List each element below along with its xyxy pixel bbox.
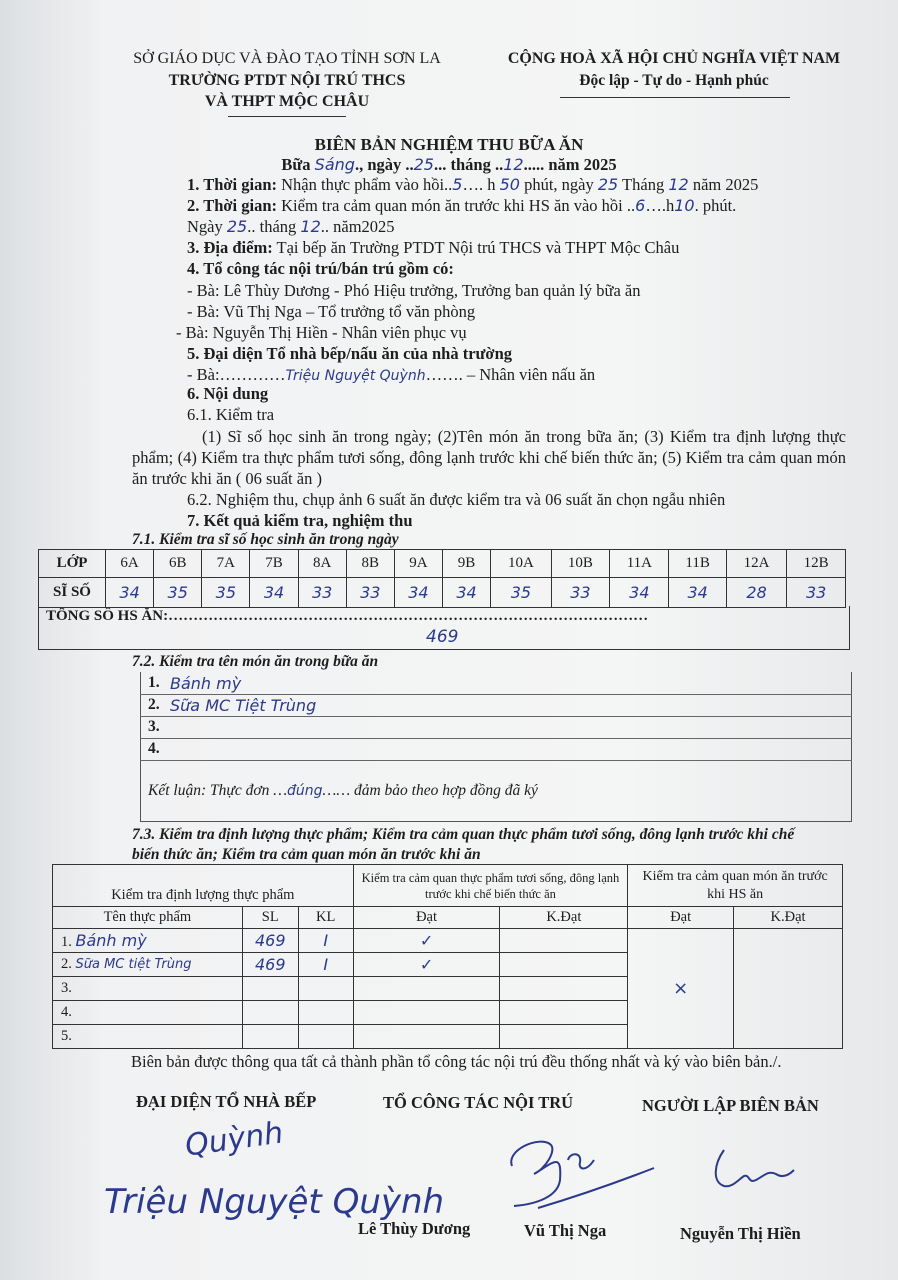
fresh-fail-cell bbox=[500, 1001, 628, 1025]
row-number: 3. bbox=[61, 980, 72, 996]
section-6-label: 6. Nội dung bbox=[187, 384, 269, 403]
class-cell: 9A bbox=[394, 550, 442, 578]
fresh-pass-cell: ✓ bbox=[353, 929, 500, 953]
kl-cell bbox=[298, 1001, 353, 1025]
section-7-3-title-1: 7.3. Kiểm tra định lượng thực phẩm; Kiểm tra cảm quan thực phẩm tươi sống, đông lạnh trước khi chế bbox=[132, 826, 795, 843]
text-part: .. tháng bbox=[247, 217, 301, 236]
sl-cell bbox=[242, 977, 298, 1001]
subtitle-part: ., ngày .. bbox=[354, 155, 414, 174]
fresh-fail-col: K.Đạt bbox=[500, 907, 628, 929]
section-2-label: 2. Thời gian: bbox=[187, 196, 277, 215]
school-underline bbox=[228, 116, 346, 117]
sl-cell bbox=[242, 1025, 298, 1049]
text-part: năm 2025 bbox=[688, 175, 759, 194]
committee-sign-title: TỔ CÔNG TÁC NỘI TRÚ bbox=[383, 1093, 574, 1112]
meal-day: 25 bbox=[413, 155, 434, 174]
fresh-pass-col: Đạt bbox=[353, 907, 500, 929]
dish-number: 3. bbox=[148, 718, 160, 735]
fresh-fail-cell bbox=[500, 929, 628, 953]
count-cell: 33 bbox=[346, 578, 394, 608]
section-7-2-title: 7.2. Kiểm tra tên món ăn trong bữa ăn bbox=[132, 653, 379, 670]
count-cell: 34 bbox=[250, 578, 298, 608]
class-cell: 9B bbox=[442, 550, 490, 578]
text-part: ….h bbox=[645, 196, 675, 215]
menu-conclusion bbox=[148, 782, 538, 800]
dish-line bbox=[140, 694, 852, 695]
section-1 bbox=[187, 175, 758, 195]
dish-check-header: Kiểm tra cảm quan món ăn trước khi HS ăn bbox=[628, 865, 843, 907]
motto: Độc lập - Tự do - Hạnh phúc bbox=[579, 72, 769, 89]
check-day: 25 bbox=[226, 217, 248, 236]
author-sign-title: NGƯỜI LẬP BIÊN BẢN bbox=[642, 1096, 819, 1115]
dish-name: Sữa MC Tiệt Trùng bbox=[170, 696, 317, 715]
row-number: 1. bbox=[61, 933, 72, 950]
class-cell: 12A bbox=[726, 550, 787, 578]
dish-fail-cell bbox=[734, 929, 843, 1049]
section-5-label: 5. Đại diện Tổ nhà bếp/nấu ăn của nhà trường bbox=[187, 344, 512, 363]
class-cell: 11B bbox=[669, 550, 726, 578]
class-count-table bbox=[38, 549, 846, 608]
dish-line bbox=[140, 716, 852, 717]
kitchen-rep bbox=[187, 365, 595, 385]
count-cell: 34 bbox=[610, 578, 669, 608]
school-name-line1: TRƯỜNG PTDT NỘI TRÚ THCS bbox=[168, 72, 406, 89]
fresh-pass-cell bbox=[353, 1025, 500, 1049]
food-cell bbox=[53, 977, 243, 1001]
dish-name: Bánh mỳ bbox=[170, 674, 242, 693]
dish-number: 2. bbox=[148, 696, 160, 713]
section-7-1-title: 7.1. Kiểm tra sĩ số học sinh ăn trong ngày bbox=[132, 531, 399, 548]
food-name-col: Tên thực phẩm bbox=[53, 907, 243, 929]
count-cell: 33 bbox=[787, 578, 846, 608]
count-row-label: SĨ SỐ bbox=[39, 578, 106, 608]
check-minute: 10 bbox=[674, 196, 695, 215]
conclusion-value: đúng bbox=[287, 783, 323, 799]
dish-line bbox=[140, 760, 852, 761]
kl-cell bbox=[298, 1025, 353, 1049]
dish-number: 1. bbox=[148, 674, 160, 691]
dish-number: 4. bbox=[148, 740, 160, 757]
text-part: .. năm2025 bbox=[320, 217, 395, 236]
section-4-label: 4. Tổ công tác nội trú/bán trú gồm có: bbox=[187, 259, 454, 278]
text-part: …. h bbox=[462, 175, 500, 194]
kl-col: KL bbox=[298, 907, 353, 929]
closing-statement: Biên bản được thông qua tất cả thành phần tổ công tác nội trú đều thống nhất và ký vào biên bản./. bbox=[131, 1052, 782, 1071]
fresh-fail-cell bbox=[500, 977, 628, 1001]
count-cell: 33 bbox=[551, 578, 610, 608]
text-part: Tháng bbox=[618, 175, 669, 194]
motto-underline bbox=[560, 97, 790, 98]
table-row bbox=[53, 929, 843, 953]
kitchen-name-handwritten: Triệu Nguyệt Quỳnh bbox=[104, 1182, 445, 1222]
food-cell bbox=[53, 1025, 243, 1049]
receive-month: 12 bbox=[668, 175, 689, 194]
food-cell bbox=[53, 929, 243, 953]
section-6-1: 6.1. Kiểm tra bbox=[187, 405, 275, 424]
class-cell: 6A bbox=[106, 550, 154, 578]
section-7-3-title-2: biến thức ăn; Kiểm tra cảm quan món ăn trước khi ăn bbox=[132, 846, 481, 863]
sl-cell bbox=[242, 1001, 298, 1025]
text-part: . phút. bbox=[694, 196, 737, 215]
section-3 bbox=[187, 238, 679, 258]
text-part: Kết luận: Thực đơn … bbox=[148, 782, 288, 799]
count-row bbox=[39, 578, 846, 608]
section-6-paragraph: (1) Sĩ số học sinh ăn trong ngày; (2)Tên món ăn trong bữa ăn; (3) Kiểm tra định lượng thực phẩm; (4) Kiểm tra thực phẩm tươi sống, đông lạnh trước khi chế biến thức ăn; (5) Kiểm tra cảm quan món ăn trước khi ăn ( 06 suất ăn ) bbox=[132, 427, 846, 488]
row-number: 4. bbox=[61, 1004, 72, 1020]
class-row bbox=[39, 550, 846, 578]
check-month: 12 bbox=[300, 217, 321, 236]
sl-cell: 469 bbox=[242, 953, 298, 977]
country-name: CỘNG HOÀ XÃ HỘI CHỦ NGHĨA VIỆT NAM bbox=[507, 50, 841, 67]
kl-cell: I bbox=[298, 929, 353, 953]
section-6-2: 6.2. Nghiệm thu, chụp ảnh 6 suất ăn được kiểm tra và 06 suất ăn chọn ngẫu nhiên bbox=[187, 490, 726, 509]
meal-subtitle bbox=[0, 155, 898, 175]
count-cell: 34 bbox=[106, 578, 154, 608]
count-cell: 34 bbox=[442, 578, 490, 608]
fresh-pass-cell bbox=[353, 977, 500, 1001]
text-part: phút, ngày bbox=[519, 175, 598, 194]
class-cell: 7B bbox=[250, 550, 298, 578]
fresh-pass-cell: ✓ bbox=[353, 953, 500, 977]
member-3: - Bà: Nguyễn Thị Hiền - Nhân viên phục vụ bbox=[176, 323, 467, 342]
count-cell: 33 bbox=[298, 578, 346, 608]
kl-cell: I bbox=[298, 953, 353, 977]
count-cell: 34 bbox=[669, 578, 726, 608]
subtitle-part: Bữa bbox=[281, 155, 315, 174]
text-part: Kiểm tra cảm quan món ăn trước khi HS ăn vào hồi .. bbox=[277, 196, 636, 215]
fresh-fail-cell bbox=[500, 1025, 628, 1049]
row-number: 2. bbox=[61, 956, 72, 972]
kitchen-rep-name: Triệu Nguyệt Quỳnh bbox=[285, 368, 426, 384]
count-cell: 34 bbox=[394, 578, 442, 608]
class-cell: 8B bbox=[346, 550, 394, 578]
total-value: 469 bbox=[426, 627, 459, 647]
food-name: Bánh mỳ bbox=[75, 930, 147, 950]
text-part: Nhận thực phẩm vào hồi.. bbox=[277, 175, 453, 194]
fresh-fail-cell bbox=[500, 953, 628, 977]
kl-cell bbox=[298, 977, 353, 1001]
class-cell: 8A bbox=[298, 550, 346, 578]
dish-fail-col: K.Đạt bbox=[734, 907, 843, 929]
class-cell: 10B bbox=[551, 550, 610, 578]
count-cell: 28 bbox=[726, 578, 787, 608]
subtitle-part: ... tháng .. bbox=[433, 155, 504, 174]
class-cell: 7A bbox=[202, 550, 250, 578]
document-title: BIÊN BẢN NGHIỆM THU BỮA ĂN bbox=[314, 135, 584, 154]
class-cell: 6B bbox=[154, 550, 202, 578]
location-text: Tại bếp ăn Trường PTDT Nội trú THCS và THPT Mộc Châu bbox=[272, 238, 680, 257]
food-cell bbox=[53, 953, 243, 977]
class-cell: 11A bbox=[610, 550, 669, 578]
signer-name-3: Nguyễn Thị Hiền bbox=[680, 1224, 801, 1243]
dish-line bbox=[140, 738, 852, 739]
food-cell bbox=[53, 1001, 243, 1025]
dish-pass-cell: × bbox=[628, 929, 734, 1049]
section-3-label: 3. Địa điểm: bbox=[187, 238, 273, 257]
text-part: Ngày bbox=[187, 217, 227, 236]
kitchen-sign-title: ĐẠI DIỆN TỔ NHÀ BẾP bbox=[136, 1092, 317, 1111]
sl-col: SL bbox=[242, 907, 298, 929]
class-cell: 10A bbox=[491, 550, 552, 578]
inspection-table bbox=[52, 864, 843, 1049]
food-name: Sữa MC tiệt Trùng bbox=[75, 957, 192, 972]
count-cell: 35 bbox=[154, 578, 202, 608]
section-1-label: 1. Thời gian: bbox=[187, 175, 277, 194]
receive-minute: 50 bbox=[499, 175, 520, 194]
nga-signature bbox=[498, 1122, 658, 1212]
signer-name-2: Vũ Thị Nga bbox=[524, 1221, 607, 1240]
kitchen-signature: Quỳnh bbox=[183, 1115, 286, 1164]
text-part: …… đảm bảo theo hợp đồng đã ký bbox=[322, 782, 538, 799]
receive-day: 25 bbox=[597, 175, 619, 194]
dish-pass-col: Đạt bbox=[628, 907, 734, 929]
class-row-label: LỚP bbox=[39, 550, 106, 578]
hien-signature bbox=[708, 1140, 798, 1200]
section-2 bbox=[187, 196, 736, 216]
inspection-subheader-row bbox=[53, 907, 843, 929]
member-2: - Bà: Vũ Thị Nga – Tổ trưởng tổ văn phòng bbox=[187, 302, 476, 321]
signer-name-1: Lê Thùy Dương bbox=[358, 1219, 471, 1238]
count-cell: 35 bbox=[202, 578, 250, 608]
text-part: - Bà:………… bbox=[187, 365, 286, 384]
sl-cell: 469 bbox=[242, 929, 298, 953]
receive-hour: 5 bbox=[452, 175, 463, 194]
fresh-header: Kiểm tra cảm quan thực phẩm tươi sống, đông lạnh trước khi chế biến thức ăn bbox=[353, 865, 628, 907]
class-cell: 12B bbox=[787, 550, 846, 578]
school-name-line2: VÀ THPT MỘC CHÂU bbox=[204, 93, 370, 110]
meal-name: Sáng bbox=[314, 155, 355, 174]
count-cell: 35 bbox=[491, 578, 552, 608]
section-2-date bbox=[187, 217, 395, 237]
section-7-label: 7. Kết quả kiểm tra, nghiệm thu bbox=[187, 511, 413, 530]
text-part: ……. – Nhân viên nấu ăn bbox=[425, 365, 596, 384]
row-number: 5. bbox=[61, 1028, 72, 1044]
total-label: TỔNG SỐ HS ĂN:…………………………………………………………………………………… bbox=[46, 608, 649, 624]
member-1: - Bà: Lê Thùy Dương - Phó Hiệu trưởng, Trưởng ban quản lý bữa ăn bbox=[187, 281, 641, 300]
inspection-header-row bbox=[53, 865, 843, 907]
subtitle-part: ..... năm 2025 bbox=[523, 155, 617, 174]
quantity-header: Kiểm tra định lượng thực phẩm bbox=[53, 865, 354, 907]
meal-month: 12 bbox=[503, 155, 524, 174]
fresh-pass-cell bbox=[353, 1001, 500, 1025]
check-hour: 6 bbox=[635, 196, 646, 215]
agency-name: SỞ GIÁO DỤC VÀ ĐÀO TẠO TỈNH SƠN LA bbox=[133, 50, 441, 67]
